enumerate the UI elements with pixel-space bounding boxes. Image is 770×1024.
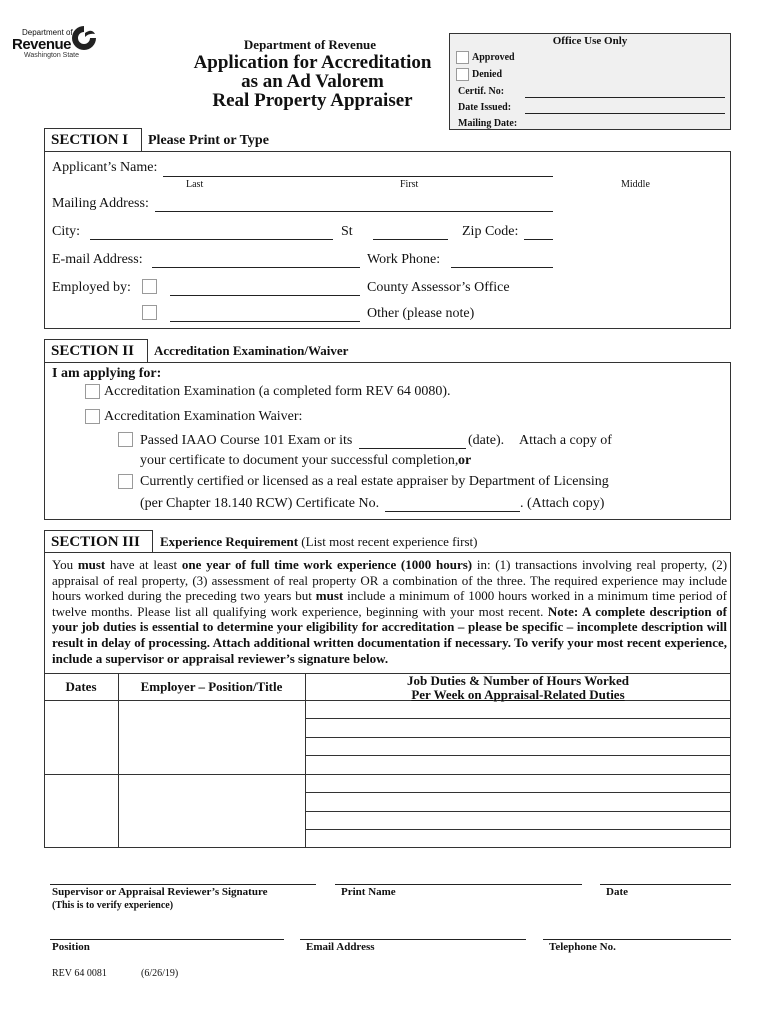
iaao-text-b: (date). [468,433,505,448]
instr-note: Note: A complete description of your job duties is essential to determine your eligibility for accreditation – please be specific – incomplete description will result in delay of processing. Attach additional written documentation if necessary. To verify your most recent experience, include a supervisor or appraisal reviewer’s signature below. [52,603,727,666]
position-label: Position [52,941,90,953]
first-label: First [400,179,419,190]
table-row[interactable] [119,775,305,847]
email-address-label: Email Address [306,941,375,953]
logo-state-text: Washington State [24,52,79,59]
section3-subtitle-bold: Experience Requirement [160,534,299,549]
office-use-box [449,33,731,130]
denied-label: Denied [472,69,502,80]
waiver-label: Accreditation Examination Waiver: [104,409,303,424]
col-duties-header-2: Per Week on Appraisal-Related Duties [411,687,625,702]
license-text-c: . (Attach copy) [520,496,605,511]
date-issued-label: Date Issued: [458,102,512,113]
exam-label: Accreditation Examination (a completed form REV 64 0080). [104,384,451,399]
applicant-name-label: Applicant’s Name: [52,160,158,175]
duties-line[interactable] [305,792,731,793]
city-field[interactable] [90,239,333,240]
applicant-name-field[interactable] [163,176,553,177]
logo-mark-icon [70,24,98,52]
telephone-label: Telephone No. [549,941,616,953]
license-text-b: (per Chapter 18.140 RCW) Certificate No. [140,496,380,511]
iaao-text-c: Attach a copy of [519,433,612,448]
supervisor-signature-label: Supervisor or Appraisal Reviewer’s Signature [52,886,268,898]
instr-p2: must [77,557,106,572]
mailing-address-field[interactable] [155,211,553,212]
email-label: E-mail Address: [52,252,143,267]
logo-name-text: Revenue [12,36,72,53]
form-title-line2: as an Ad Valorem [241,71,384,92]
iaao-checkbox[interactable] [118,432,133,447]
duties-line[interactable] [305,718,731,719]
mailing-date-label: Mailing Date: [458,118,518,129]
col-employer-header: Employer – Position/Title [140,679,283,694]
section1-subtitle: Please Print or Type [148,133,269,148]
other-label: Other (please note) [367,306,475,321]
position-field[interactable] [50,939,284,940]
instr-p7: include a minimum of 1000 hours worked in a minimum time period of twelve months. Please list all qualifying work experience, beginning with your most recent. [52,588,728,619]
employed-other-checkbox[interactable] [142,305,157,320]
form-title-line1: Application for Accreditation [193,52,432,73]
section2-tab: SECTION II [44,339,148,362]
office-use-heading: Office Use Only [552,35,628,47]
zip-label: Zip Code: [462,224,519,239]
instr-p5: in: (1) transactions involving real property, (2) appraisal of real property, (3) assessment of real property OR a combination of the three. The required experience may include hours worked during the preceding two years but [52,557,728,604]
instr-p1: You [52,557,74,572]
applying-for-label: I am applying for: [52,366,162,381]
instr-p6: must [315,588,344,604]
other-employer-field[interactable] [170,321,360,322]
iaao-text-d: your certificate to document your successful completion, [140,453,459,468]
certif-no-label: Certif. No: [458,86,505,97]
form-title-line3: Real Property Appraiser [212,90,413,111]
state-field[interactable] [373,239,448,240]
denied-checkbox[interactable] [456,68,469,81]
section1-tab: SECTION I [44,128,142,151]
table-row[interactable] [45,775,118,847]
date-issued-field[interactable] [525,113,725,114]
print-name-field[interactable] [335,884,582,885]
logo [12,24,102,64]
county-office-label: County Assessor’s Office [367,280,510,295]
certificate-no-field[interactable] [385,511,520,512]
last-label: Last [186,179,204,190]
experience-instructions [52,557,727,666]
license-text-a: Currently certified or licensed as a real estate appraiser by Department of Licensing [140,474,609,489]
certif-no-field[interactable] [525,97,725,98]
mailing-address-label: Mailing Address: [52,196,149,211]
duties-line[interactable] [305,737,731,738]
work-phone-label: Work Phone: [367,252,441,267]
work-phone-field[interactable] [451,267,553,268]
waiver-checkbox[interactable] [85,409,100,424]
middle-label: Middle [621,179,650,190]
license-checkbox[interactable] [118,474,133,489]
iaao-text-a: Passed IAAO Course 101 Exam or its [140,433,353,448]
email-address-field[interactable] [300,939,526,940]
duties-line[interactable] [305,829,731,830]
logo-dept-text: Department of [22,28,73,37]
section1-box [44,151,731,329]
duties-line[interactable] [305,811,731,812]
section2-subtitle: Accreditation Examination/Waiver [154,343,349,358]
col-duties-header-1: Job Duties & Number of Hours Worked [407,673,629,688]
table-row[interactable] [119,701,305,774]
city-label: City: [52,224,81,239]
employed-by-label: Employed by: [52,280,131,295]
zip-field[interactable] [524,239,553,240]
iaao-or-text: or [458,453,472,468]
supervisor-signature-note: (This is to verify experience) [52,900,174,911]
supervisor-signature-field[interactable] [50,884,316,885]
section3-subtitle-rest: (List most recent experience first) [301,534,478,549]
state-label: St [341,224,353,239]
iaao-date-field[interactable] [359,448,466,449]
revision-date: (6/26/19) [141,968,179,979]
col-dates-header: Dates [65,679,97,694]
instr-p3: have at least [109,557,178,572]
print-name-label: Print Name [341,886,396,898]
approved-label: Approved [472,52,515,63]
employed-county-checkbox[interactable] [142,279,157,294]
date-label: Date [606,886,628,898]
exam-checkbox[interactable] [85,384,100,399]
approved-checkbox[interactable] [456,51,469,64]
form-number: REV 64 0081 [52,968,107,979]
email-field[interactable] [152,267,360,268]
section3-tab: SECTION III [44,530,153,553]
date-field[interactable] [600,884,731,885]
section3-subtitle [160,534,477,550]
instr-p4: one year of full time work experience (1000 hours) [181,557,473,572]
duties-line[interactable] [305,755,731,756]
table-row[interactable] [45,701,118,774]
telephone-field[interactable] [543,939,731,940]
county-name-field[interactable] [170,295,360,296]
agency-name: Department of Revenue [243,37,377,52]
